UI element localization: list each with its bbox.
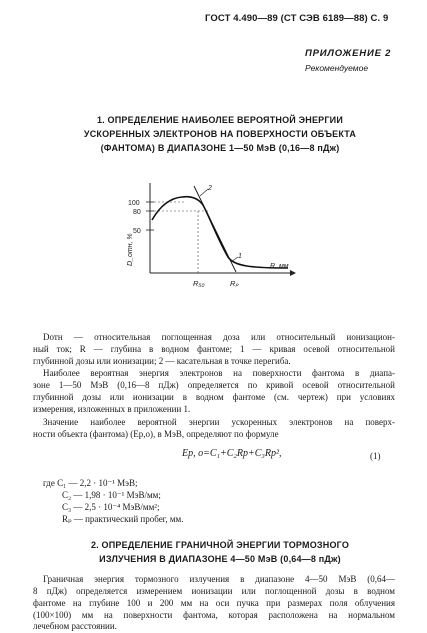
paragraph-line: (100×100) мм на поверхности фантома, которая расположена на нормальном (33, 610, 395, 620)
coefficient-line: Rₚ — практический пробег, мм. (62, 514, 184, 524)
x-axis-label: R, мм (270, 263, 289, 270)
section2-title-line: 2. ОПРЕДЕЛЕНИЕ ГРАНИЧНОЙ ЭНЕРГИИ ТОРМОЗНОГО (90, 540, 350, 550)
depth-dose-curve (152, 197, 288, 268)
appendix-title: ПРИЛОЖЕНИЕ 2 (305, 48, 392, 59)
curve-label-2-leader (200, 189, 208, 196)
depth-dose-figure (110, 178, 320, 328)
section1-title-line: УСКОРЕННЫХ ЭЛЕКТРОНОВ НА ПОВЕРХНОСТИ ОБЪЕКТА (83, 129, 357, 139)
coefficient-line: где C₁ — 2,2 · 10⁻¹ МэВ; (43, 478, 138, 488)
section1-title-line: (ФАНТОМА) В ДИАПАЗОНЕ 1—50 МэВ (0,16—8 пДж) (100, 143, 340, 153)
y-tick-50: 50 (133, 228, 141, 235)
y-tick-80: 80 (133, 209, 141, 216)
page-header: ГОСТ 4.490—89 (СТ СЭВ 6189—88) С. 9 (205, 13, 389, 24)
definition-line: ный ток; R — глубина в водном фантоме; 1 — кривая осевой относительной (33, 344, 395, 354)
y-tick-100: 100 (128, 200, 140, 207)
paragraph-line: зоне 1—50 МэВ (0,16—8 пДж) определяется по кривой осевой относительной (33, 380, 395, 390)
formula-number: (1) (370, 451, 381, 461)
definition-line: Dотн — относительная поглощенная доза или относительный ионизацион- (43, 332, 395, 342)
x-tick-r50: R₅₀ (193, 279, 205, 288)
x-axis-arrow (290, 270, 296, 276)
paragraph-line: лечебном расстоянии. (33, 621, 117, 631)
paragraph-line: 8 пДж) определяется измерением ионизации или поглощенной дозы в водном (33, 586, 395, 596)
paragraph-line: Значение наиболее вероятной энергии ускоренных электронов на поверх- (43, 417, 395, 427)
section1-title-line: 1. ОПРЕДЕЛЕНИЕ НАИБОЛЕЕ ВЕРОЯТНОЙ ЭНЕРГИИ (96, 115, 344, 125)
coefficient-line: C₂ — 1,98 · 10⁻¹ МэВ/мм; (62, 490, 161, 500)
coefficient-line: C₃ — 2,5 · 10⁻⁴ МэВ/мм²; (62, 502, 160, 512)
tangent-line (194, 186, 236, 272)
curve-label-1: 1 (238, 253, 242, 260)
formula: Ep, o=C₁+C₂Rp+C₃Rp², (182, 448, 282, 459)
x-tick-rp: Rₚ (230, 279, 239, 288)
definition-line: глубинной дозы или ионизации; 2 — касательная в точке перегиба. (33, 356, 291, 366)
paragraph-line: Граничная энергия тормозного излучения в диапазоне 4—50 МэВ (0,64— (43, 574, 395, 584)
curve-label-1-leader (231, 257, 238, 262)
paragraph-line: фантоме на глубине 100 и 200 мм на оси пучка при размерах поля облучения (33, 598, 395, 608)
paragraph-line: ности объекта (фантома) (Ep,o), в МэВ, определяют по формуле (33, 429, 279, 439)
paragraph-line: глубинной дозы или ионизации в водном фантоме (см. чертеж) при условиях (33, 392, 395, 402)
y-axis-label: D_отн, % (127, 233, 134, 266)
appendix-subtitle: Рекомендуемое (305, 63, 369, 73)
curve-label-2: 2 (208, 185, 212, 192)
paragraph-line: Наиболее вероятная энергия электронов на поверхности фантома в диапа- (43, 368, 395, 378)
paragraph-line: измерения, изложенных в приложении 1. (33, 404, 191, 414)
section2-title-line: ИЗЛУЧЕНИЯ В ДИАПАЗОНЕ 4—50 МэВ (0,64—8 пДж) (99, 554, 341, 564)
